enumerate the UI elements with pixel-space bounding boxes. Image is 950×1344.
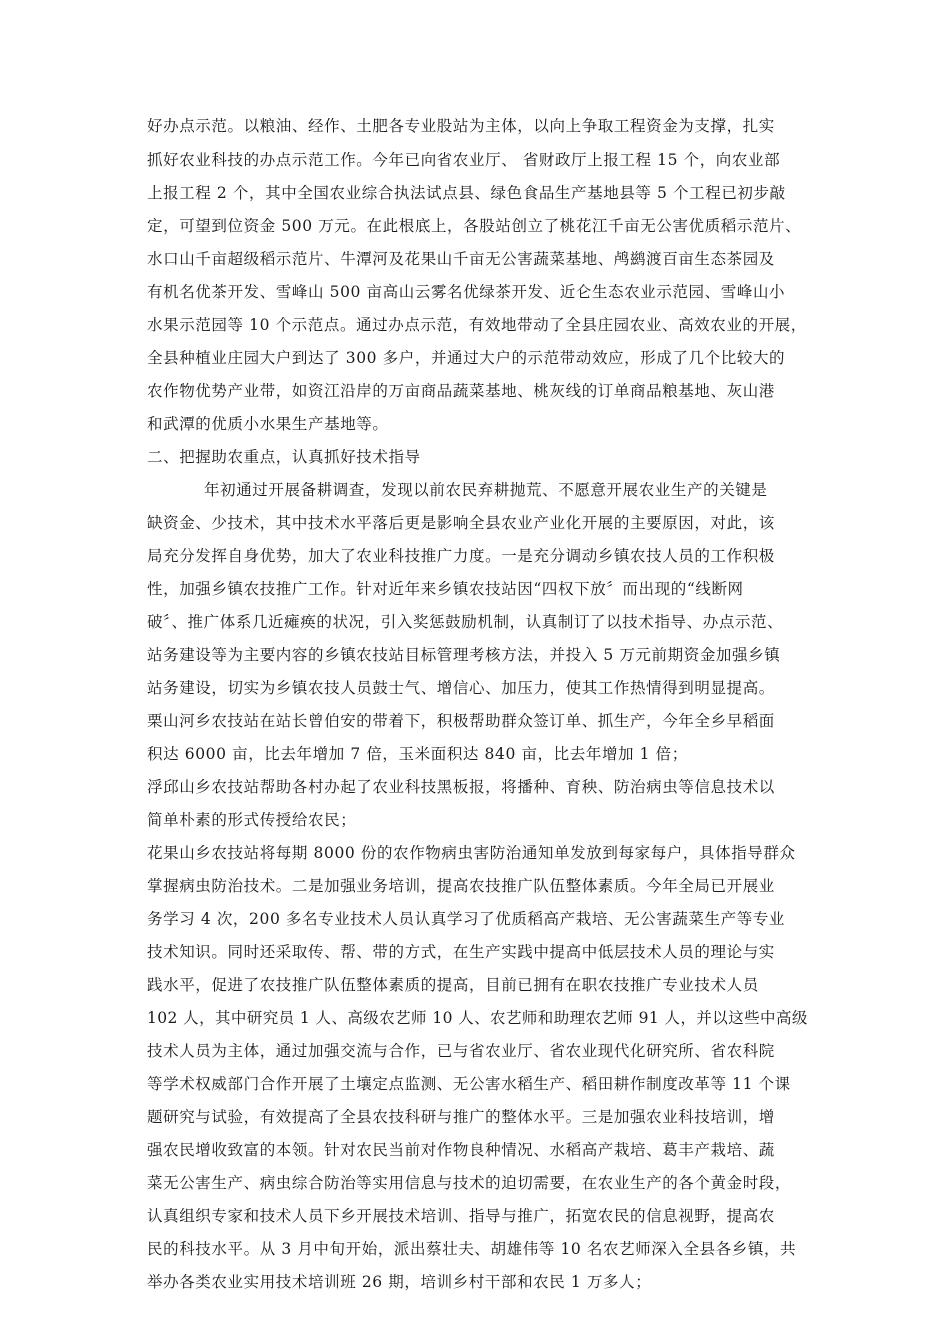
paragraph-line: 抓好农业科技的办点示范工作。今年已向省农业厅、 省财政厅上报工程 15 个，向农业部 — [147, 151, 781, 169]
paragraph-line: 上报工程 2 个，其中全国农业综合执法试点县、绿色食品生产基地县等 5 个工程已初步敲 — [147, 184, 786, 202]
paragraph-line: 技术人员为主体，通过加强交流与合作，已与省农业厅、省农业现代化研究所、省农科院 — [147, 1042, 775, 1060]
paragraph-line: 认真组织专家和技术人员下乡开展技术培训、指导与推广，拓宽农民的信息视野，提高农 — [147, 1207, 775, 1225]
paragraph-line: 践水平，促进了农技推广队伍整体素质的提高，目前已拥有在职农技推广专业技术人员 — [147, 976, 759, 994]
paragraph-line: 浮邱山乡农技站帮助各村办起了农业科技黑板报，将播种、育秧、防治病虫等信息技术以 — [147, 778, 775, 796]
paragraph-line: 好办点示范。以粮油、经作、土肥各专业股站为主体，以向上争取工程资金为支撑，扎实 — [147, 117, 775, 135]
paragraph-line: 简单朴素的形式传授给农民； — [147, 811, 357, 829]
paragraph-line: 站务建设等为主要内容的乡镇农技站目标管理考核方法，并投入 5 万元前期资金加强乡镇 — [147, 646, 781, 664]
paragraph-line: 缺资金、少技术，其中技术水平落后更是影响全县农业产业化开展的主要原因，对此，该 — [147, 514, 775, 532]
paragraph-line: 有机名优茶开发、雪峰山 500 亩高山云雾名优绿茶开发、近仑生态农业示范园、雪峰山小 — [147, 283, 786, 301]
paragraph-line: 积达 6000 亩，比去年增加 7 倍，玉米面积达 840 亩，比去年增加 1 倍； — [147, 745, 688, 763]
paragraph-line: 局充分发挥自身优势，加大了农业科技推广力度。一是充分调动乡镇农技人员的工作积极 — [147, 547, 775, 565]
section-heading: 二、把握助农重点，认真抓好技术指导 — [147, 448, 421, 466]
paragraph-line: 技术知识。同时还采取传、帮、带的方式，在生产实践中提高中低层技术人员的理论与实 — [147, 943, 775, 961]
paragraph-line: 掌握病虫防治技术。二是加强业务培训，提高农技推广队伍整体素质。今年全局已开展业 — [147, 877, 775, 895]
paragraph-line: 性，加强乡镇农技推广工作。针对近年来乡镇农技站因“四权下放〞而出现的“线断网 — [147, 580, 744, 598]
paragraph-line: 破〞、推广体系几近瘫痪的状况，引入奖惩鼓励机制，认真制订了以技术指导、办点示范、 — [147, 613, 784, 631]
paragraph-line: 和武潭的优质小水果生产基地等。 — [147, 415, 389, 433]
paragraph-line: 年初通过开展备耕调查，发现以前农民弃耕抛荒、不愿意开展农业生产的关键是 — [204, 481, 768, 499]
paragraph-line: 站务建设，切实为乡镇农技人员鼓士气、增信心、加压力，使其工作热情得到明显提高。 — [147, 679, 775, 697]
paragraph-line: 举办各类农业实用技术培训班 26 期，培训乡村干部和农民 1 万多人； — [147, 1273, 652, 1291]
paragraph-line: 水口山千亩超级稻示范片、牛潭河及花果山千亩无公害蔬菜基地、鸬鹚渡百亩生态茶园及 — [147, 250, 775, 268]
paragraph-line: 题研究与试验，有效提高了全县农技科研与推广的整体水平。三是加强农业科技培训，增 — [147, 1108, 775, 1126]
paragraph-line: 102 人，其中研究员 1 人、高级农艺师 10 人、农艺师和助理农艺师 91 人，并以这些中高级 — [147, 1009, 808, 1027]
paragraph-line: 等学术权威部门合作开展了土壤定点监测、无公害水稻生产、稻田耕作制度改革等 11 个课 — [147, 1075, 791, 1093]
paragraph-line: 民的科技水平。从 3 月中旬开始，派出蔡壮夫、胡雄伟等 10 名农艺师深入全县各乡镇，共 — [147, 1240, 797, 1258]
paragraph-line: 全县种植业庄园大户到达了 300 多户，并通过大户的示范带动效应，形成了几个比较大的 — [147, 349, 786, 367]
paragraph-line: 务学习 4 次，200 多名专业技术人员认真学习了优质稻高产栽培、无公害蔬菜生产等专业 — [147, 910, 786, 928]
paragraph-line: 强农民增收致富的本领。针对农民当前对作物良种情况、水稻高产栽培、葛丰产栽培、蔬 — [147, 1141, 775, 1159]
paragraph-line: 水果示范园等 10 个示范点。通过办点示范，有效地带动了全县庄园农业、高效农业的开展， — [147, 316, 807, 334]
paragraph-line: 花果山乡农技站将每期 8000 份的农作物病虫害防治通知单发放到每家每户，具体指导群众 — [147, 844, 796, 862]
paragraph-line: 定，可望到位资金 500 万元。在此根底上，各股站创立了桃花江千亩无公害优质稻示范片、 — [147, 217, 802, 235]
paragraph-line: 农作物优势产业带，如资江沿岸的万亩商品蔬菜基地、桃灰线的订单商品粮基地、灰山港 — [147, 382, 775, 400]
paragraph-line: 栗山河乡农技站在站长曾伯安的带着下，积极帮助群众签订单、抓生产，今年全乡早稻面 — [147, 712, 775, 730]
paragraph-line: 菜无公害生产、病虫综合防治等实用信息与技术的迫切需要，在农业生产的各个黄金时段， — [147, 1174, 792, 1192]
